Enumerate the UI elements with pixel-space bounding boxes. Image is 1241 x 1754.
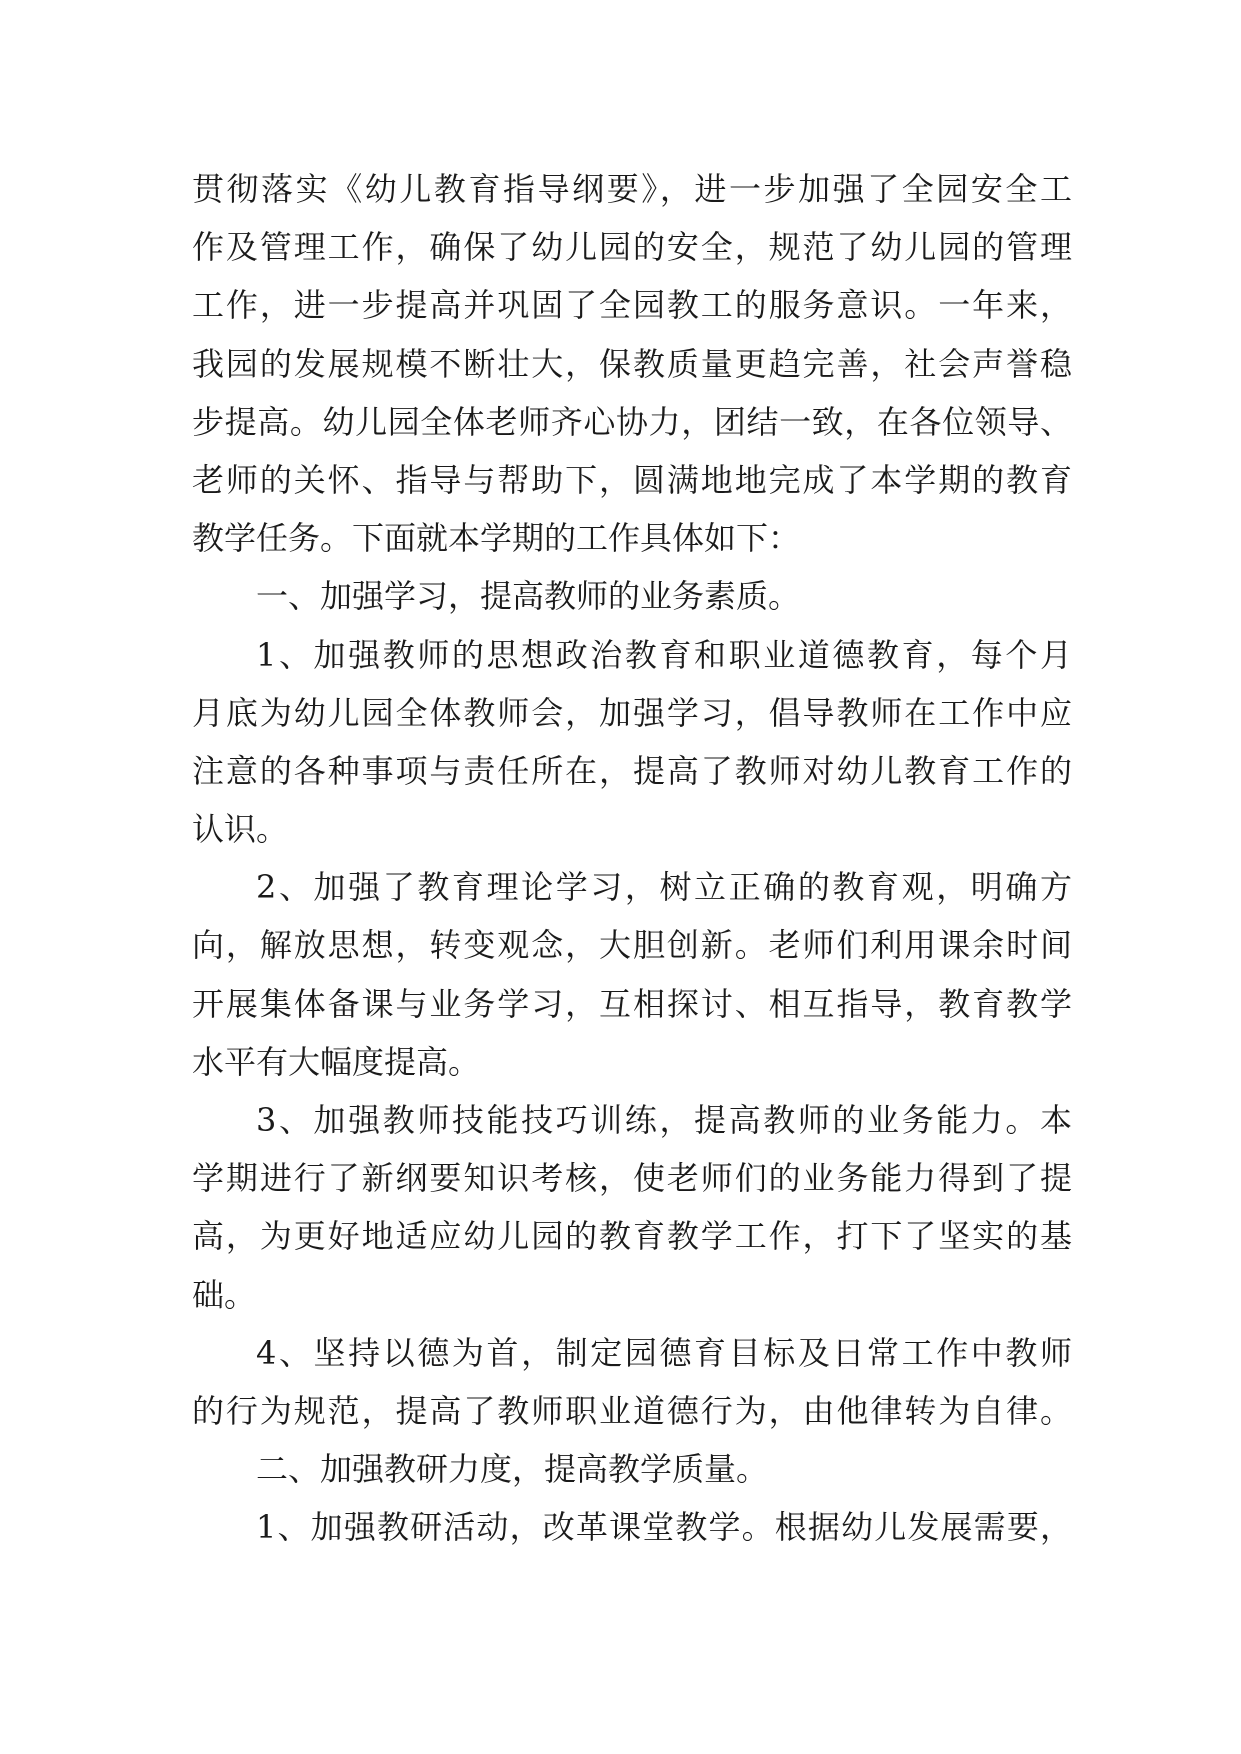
text-line: 月底为幼儿园全体教师会，加强学习，倡导教师在工作中应 xyxy=(192,693,1072,732)
text-line: 认识。 xyxy=(192,810,289,849)
text-line: 学期进行了新纲要知识考核，使老师们的业务能力得到了提 xyxy=(192,1159,1072,1198)
text-line: 注意的各种事项与责任所在，提高了教师对幼儿教育工作的 xyxy=(192,751,1072,790)
text-line: 作及管理工作，确保了幼儿园的安全，规范了幼儿园的管理 xyxy=(192,228,1072,267)
text-line: 向，解放思想，转变观念，大胆创新。老师们利用课余时间 xyxy=(192,926,1072,965)
text-line: 一、加强学习，提高教师的业务素质。 xyxy=(256,577,801,616)
text-line: 二、加强教研力度，提高教学质量。 xyxy=(256,1450,769,1489)
text-line: 的行为规范，提高了教师职业道德行为，由他律转为自律。 xyxy=(192,1391,1072,1430)
text-line: 4、坚持以德为首，制定园德育目标及日常工作中教师 xyxy=(256,1333,1072,1372)
text-line: 3、加强教师技能技巧训练，提高教师的业务能力。本 xyxy=(256,1101,1072,1139)
text-line: 高，为更好地适应幼儿园的教育教学工作，打下了坚实的基 xyxy=(192,1217,1072,1256)
text-line: 1、加强教研活动，改革课堂教学。根据幼儿发展需要， xyxy=(256,1508,1072,1547)
text-line: 础。 xyxy=(192,1275,257,1314)
text-line: 教学任务。下面就本学期的工作具体如下： xyxy=(192,519,801,558)
text-line: 水平有大幅度提高。 xyxy=(192,1042,481,1081)
text-line: 老师的关怀、指导与帮助下，圆满地地完成了本学期的教育 xyxy=(192,460,1072,499)
text-line: 贯彻落实《幼儿教育指导纲要》，进一步加强了全园安全工 xyxy=(192,170,1072,208)
text-line: 我园的发展规模不断壮大，保教质量更趋完善，社会声誉稳 xyxy=(192,344,1072,383)
text-line: 开展集体备课与业务学习，互相探讨、相互指导，教育教学 xyxy=(192,984,1072,1023)
text-line: 步提高。幼儿园全体老师齐心协力，团结一致，在各位领导、 xyxy=(192,402,1072,441)
text-line: 1、加强教师的思想政治教育和职业道德教育，每个月 xyxy=(256,635,1072,674)
text-line: 2、加强了教育理论学习，树立正确的教育观，明确方 xyxy=(256,868,1072,907)
text-line: 工作，进一步提高并巩固了全园教工的服务意识。一年来， xyxy=(192,286,1072,325)
document-body xyxy=(192,160,1072,1557)
